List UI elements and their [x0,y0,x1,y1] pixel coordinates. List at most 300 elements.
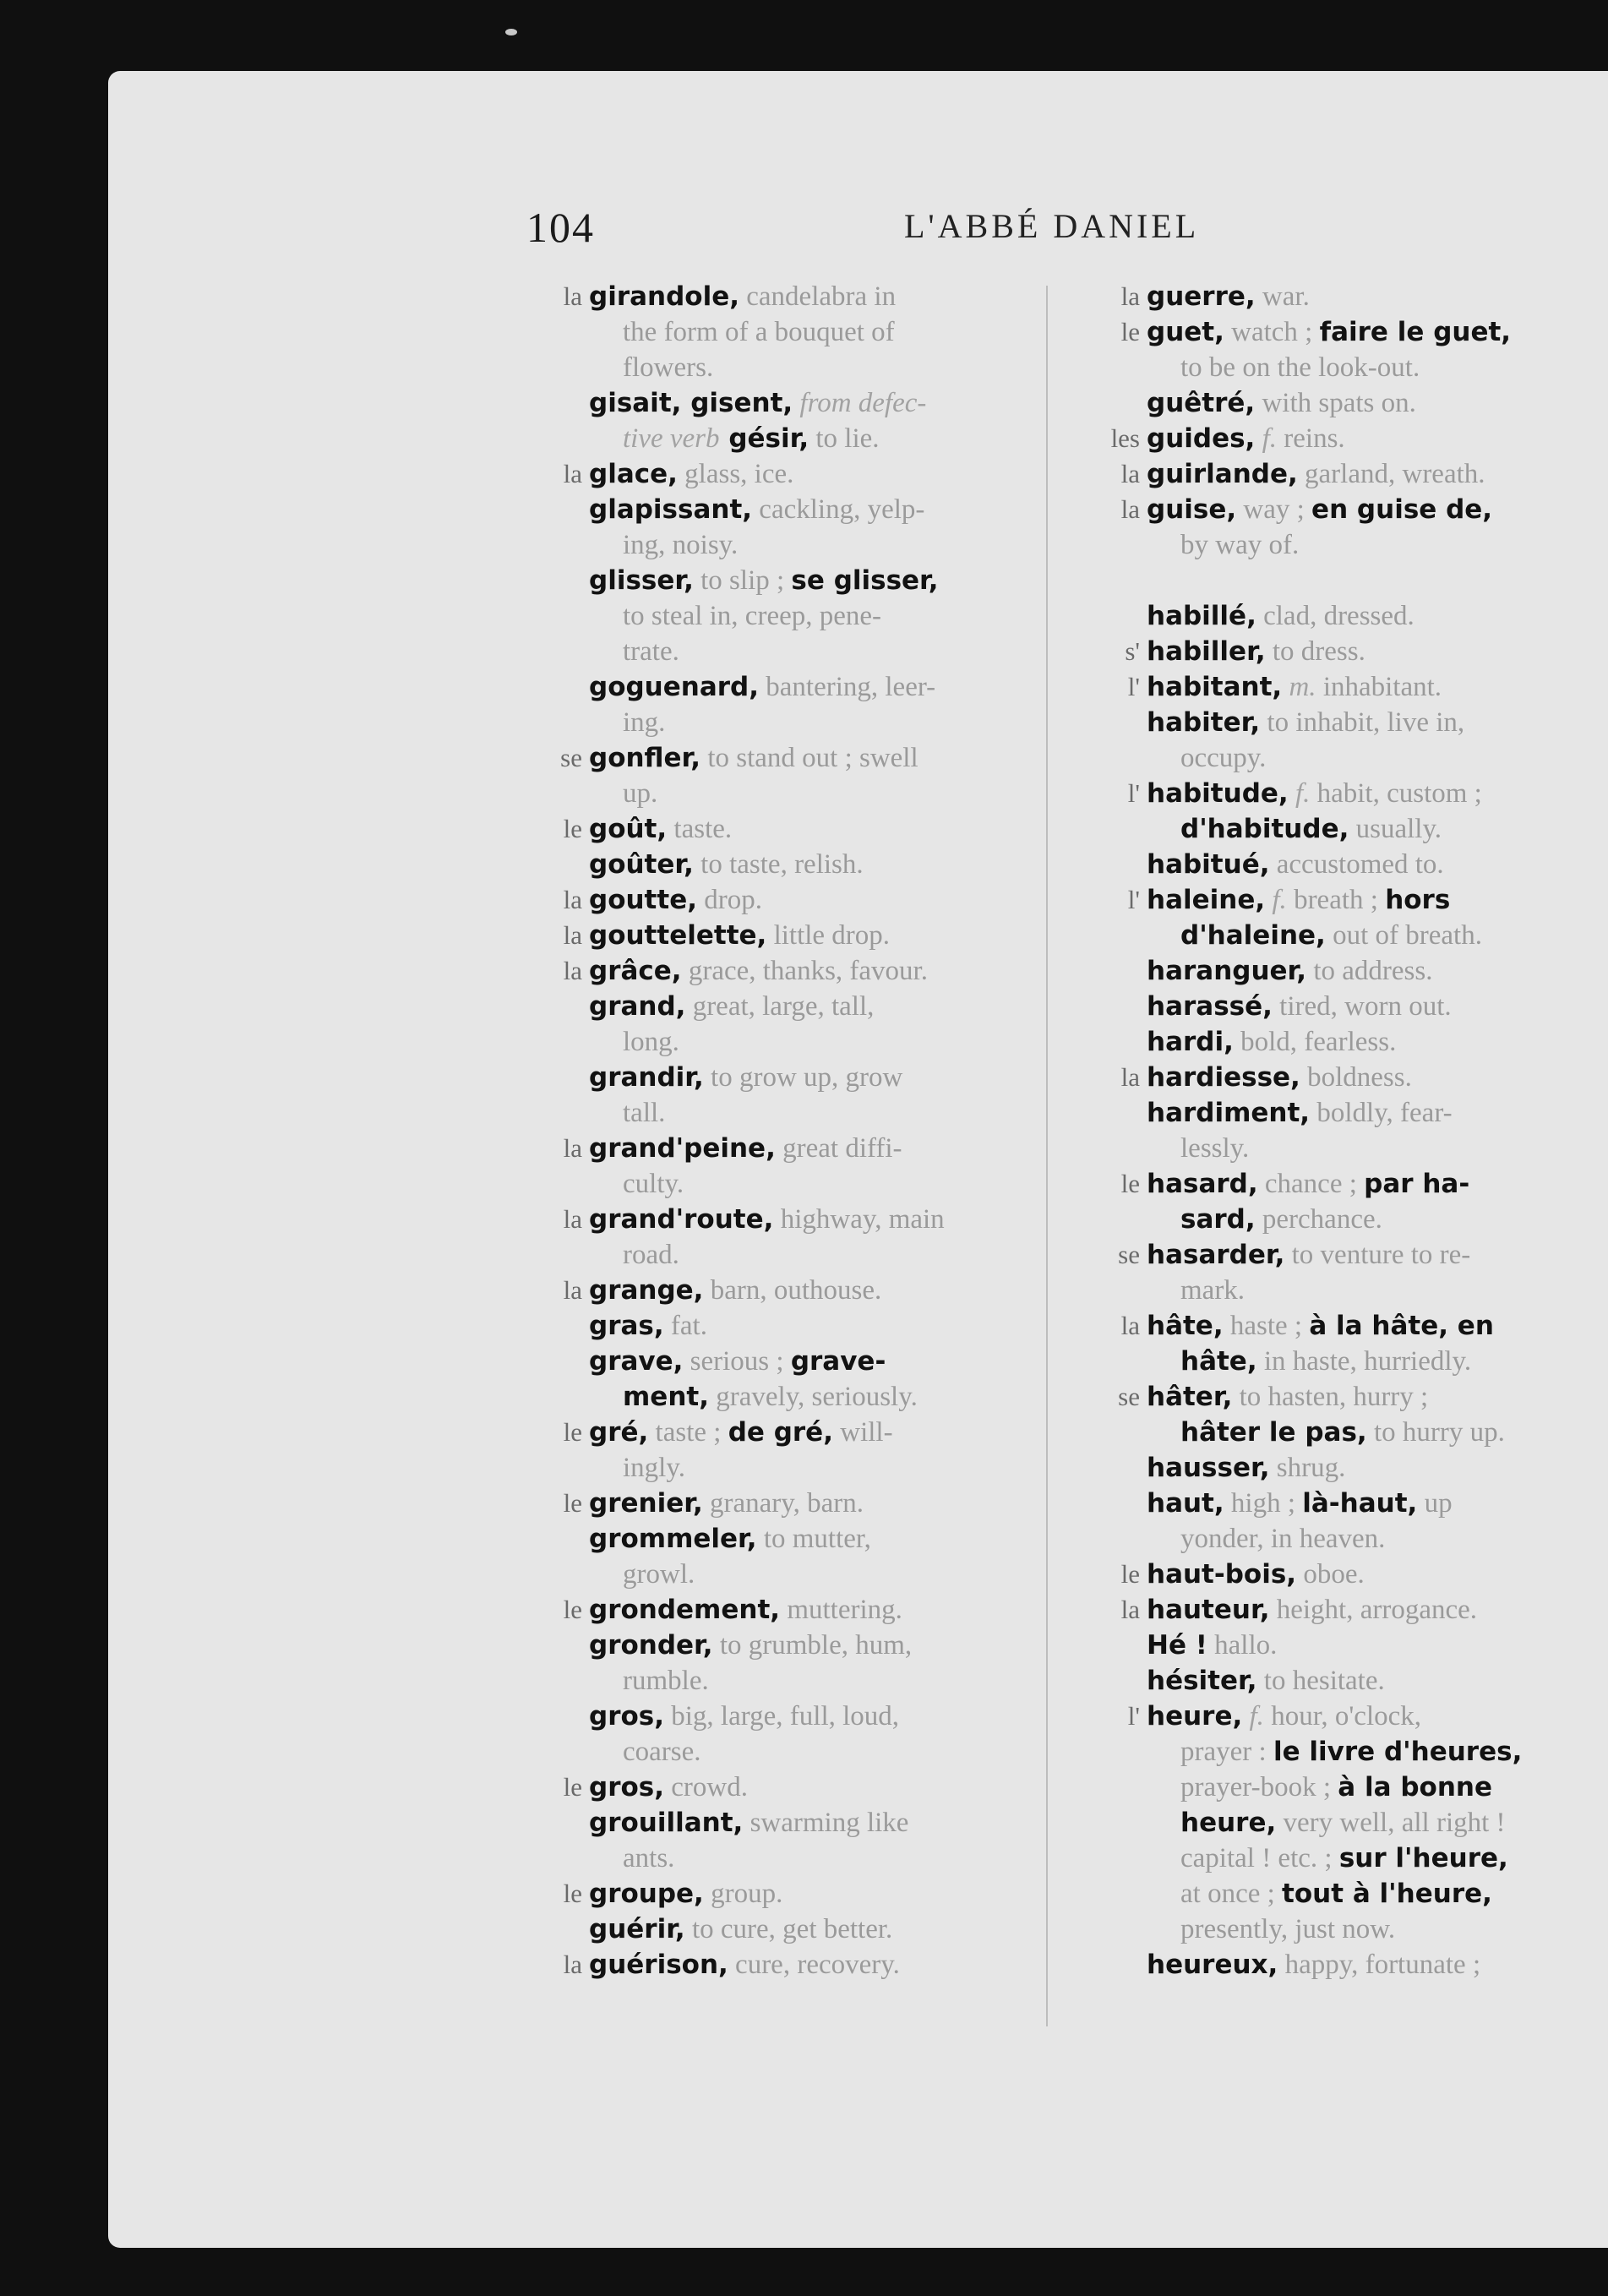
glossary-entry [1098,882,1589,953]
glossary-entry [541,882,1022,918]
glossary-entry [541,1947,1022,1982]
entry-continuation-line [589,527,1022,563]
entry-line [1147,989,1589,1024]
glossary-entry [1098,1308,1589,1379]
headword: gros, [589,1772,665,1802]
definition: granary, barn. [702,1488,864,1519]
article: la [1120,1595,1140,1624]
headword: glapissant, [589,494,753,525]
glossary-entry [541,669,1022,740]
entry-continuation-line [589,776,1022,811]
headword: heure, [1147,1701,1243,1732]
definition: to be on the look-out. [1180,352,1420,383]
glossary-entry [541,847,1022,882]
definition: to slip ; [693,565,792,596]
entry-line [589,385,1022,421]
headword: grave, [589,1346,684,1377]
entry-line [589,1699,1022,1734]
glossary-entry [1098,598,1589,634]
definition: tall. [623,1098,666,1128]
entry-continuation-line [1147,918,1589,953]
definition: taste. [667,814,733,844]
entry-line [589,492,1022,527]
entry-continuation-line [1147,811,1589,847]
glossary-entry [1098,492,1589,563]
definition: perchance. [1255,1204,1382,1235]
headword: Hé ! [1147,1630,1207,1661]
headword: grand'peine, [589,1133,776,1164]
headword: guet, [1147,317,1224,347]
entry-continuation-line [589,1166,1022,1202]
definition: bantering, leer- [759,672,936,702]
headword: gronder, [589,1630,713,1661]
headword: grondement, [589,1595,781,1625]
definition: mark. [1180,1275,1246,1306]
glossary-entry [541,1805,1022,1876]
headword: grand, [589,991,686,1022]
headword: hardiesse, [1147,1062,1300,1093]
definition: very well, all right ! [1276,1808,1506,1838]
entry-line [1147,421,1589,456]
entry-continuation-line [589,1450,1022,1486]
article: la [1120,494,1140,524]
entry-line [1147,1486,1589,1521]
entry-line [1147,279,1589,314]
definition: out of breath. [1325,920,1482,951]
glossary-entry [1098,1095,1589,1166]
headword: habitude, [1147,778,1289,809]
definition: boldness. [1300,1062,1412,1093]
headword: hardiment, [1147,1098,1311,1128]
definition: up [1417,1488,1453,1519]
grammar-note: f. [1242,1701,1264,1732]
article: l' [1127,1701,1140,1731]
headword: hasard, [1147,1169,1258,1199]
glossary-entry [541,1876,1022,1912]
headword: se glisser, [791,565,939,596]
entry-continuation-line [589,1557,1022,1592]
definition: reins. [1277,423,1345,454]
entry-line [589,1805,1022,1841]
definition: big, large, full, loud, [664,1701,900,1732]
definition: occupy. [1180,743,1267,773]
headword: gré, [589,1417,649,1448]
headword: goguenard, [589,672,760,702]
definition: presently, just now. [1180,1914,1396,1944]
headword: hors [1385,885,1451,915]
headword: tout à l'heure, [1282,1879,1492,1909]
definition: long. [623,1027,679,1057]
definition: ing. [623,707,666,738]
definition: tired, worn out. [1272,991,1452,1022]
headword: guerre, [1147,281,1256,312]
glossary-entry [541,811,1022,847]
headword: hâter le pas, [1180,1417,1367,1448]
article: la [1120,459,1140,488]
headword: guêtré, [1147,388,1256,418]
definition: shrug. [1269,1453,1346,1483]
column-divider [1046,286,1048,2026]
glossary-entry [541,385,1022,456]
headword: glace, [589,459,678,489]
entry-continuation-line [1147,1202,1589,1237]
entry-line [589,279,1022,314]
entry-continuation-line [1147,1131,1589,1166]
definition: accustomed to. [1269,849,1444,880]
headword: à la bonne [1338,1772,1492,1802]
entry-continuation-line [1147,1521,1589,1557]
entry-line [1147,705,1589,740]
entry-line [1147,1628,1589,1663]
glossary-entry [541,1131,1022,1202]
glossary-entry [541,1592,1022,1628]
definition: crowd. [664,1772,748,1802]
definition: to stand out ; swell [700,743,918,773]
glossary-entry [1098,669,1589,705]
headword: guirlande, [1147,459,1298,489]
headword: hâte, [1147,1311,1224,1341]
definition: usually. [1349,814,1442,844]
entry-line [1147,1166,1589,1202]
glossary-entry [541,1060,1022,1131]
definition: group. [703,1879,783,1909]
entry-line [589,1273,1022,1308]
definition: in haste, hurriedly. [1256,1346,1472,1377]
glossary-entry [1098,385,1589,421]
headword: grenier, [589,1488,703,1519]
glossary-entry [541,492,1022,563]
headword: grave- [790,1346,886,1377]
glossary-entry [541,1344,1022,1415]
print-speck [505,29,517,35]
article: la [1120,281,1140,311]
glossary-entry [1098,1486,1589,1557]
entry-continuation-line [1147,1805,1589,1841]
headword: gisait, gisent, [589,388,793,418]
entry-line [1147,1060,1589,1095]
headword: d'habitude, [1180,814,1349,844]
entry-continuation-line [1147,740,1589,776]
page-number: 104 [526,204,595,251]
grammar-note: f. [1265,885,1287,915]
entry-line [1147,847,1589,882]
entry-continuation-line [589,1024,1022,1060]
entry-line [589,882,1022,918]
glossary-entry [541,456,1022,492]
headword: d'haleine, [1180,920,1326,951]
headword: à la hâte, en [1309,1311,1494,1341]
entry-line [1147,1947,1589,1982]
entry-continuation-line [589,1734,1022,1770]
entry-line [589,456,1022,492]
definition: to cure, get better. [684,1914,893,1944]
definition: drop. [697,885,762,915]
glossary-entry [1098,1379,1589,1450]
definition: up. [623,778,658,809]
glossary-entry [1098,1450,1589,1486]
definition: great diffi- [775,1133,902,1164]
entry-continuation-line [1147,1841,1589,1876]
definition: ingly. [623,1453,685,1483]
glossary-entry [541,1273,1022,1308]
entry-continuation-line [589,1379,1022,1415]
definition: height, arrogance. [1269,1595,1478,1625]
glossary-entry [541,918,1022,953]
definition: at once ; [1180,1879,1283,1909]
definition: fat. [663,1311,707,1341]
headword: gros, [589,1701,665,1732]
definition: inhabitant. [1316,672,1442,702]
article: se [560,743,582,772]
definition: bold, fearless. [1233,1027,1397,1057]
grammar-note: from defec- [793,388,927,418]
entry-line [589,1521,1022,1557]
glossary-entry [1098,1628,1589,1663]
glossary-entry [541,1486,1022,1521]
definition: muttering. [780,1595,902,1625]
headword: hauteur, [1147,1595,1270,1625]
article: se [1118,1382,1140,1411]
definition: capital ! etc. ; [1180,1843,1339,1873]
headword: habitant, [1147,672,1283,702]
entry-line [589,1592,1022,1628]
headword: haut-bois, [1147,1559,1297,1590]
definition: to hesitate. [1256,1666,1385,1696]
article: l' [1127,885,1140,914]
article: le [1120,1169,1140,1198]
headword: habitué, [1147,849,1270,880]
definition: clad, dressed. [1256,601,1414,631]
glossary-entry [1098,1699,1589,1947]
article: la [563,1133,582,1163]
article: le [563,1417,582,1447]
headword: guérison, [589,1950,728,1980]
definition: great, large, tall, [685,991,875,1022]
definition: highway, main [773,1204,945,1235]
headword: grange, [589,1275,704,1306]
entry-line [589,563,1022,598]
headword: guise, [1147,494,1237,525]
definition: to grow up, grow [703,1062,903,1093]
headword: gésir, [719,423,809,454]
article: l' [1127,672,1140,701]
definition: to inhabit, live in, [1260,707,1465,738]
glossary-entry [541,563,1022,669]
definition: road. [623,1240,679,1270]
glossary-entry [541,1415,1022,1486]
glossary-entry [1098,1166,1589,1237]
definition: hallo. [1207,1630,1278,1661]
grammar-note: f. [1255,423,1278,454]
entry-line [589,918,1022,953]
headword: le livre d'heures, [1273,1737,1523,1767]
entry-continuation-line [589,314,1022,350]
headword: grouillant, [589,1808,744,1838]
entry-line [1147,314,1589,350]
entry-line [589,953,1022,989]
headword: grommeler, [589,1524,757,1554]
glossary-entry [541,1202,1022,1273]
glossary-entry [1098,705,1589,776]
glossary-entry [1098,776,1589,847]
glossary-entry [1098,1557,1589,1592]
entry-line [1147,385,1589,421]
article: le [563,814,582,843]
glossary-entry [1098,421,1589,456]
article: le [1120,317,1140,346]
definition: ing, noisy. [623,530,739,560]
headword: grand'route, [589,1204,774,1235]
entry-line [1147,1557,1589,1592]
headword: goûter, [589,849,694,880]
definition: lessly. [1180,1133,1250,1164]
entry-line [1147,1308,1589,1344]
headword: hardi, [1147,1027,1234,1057]
definition: to dress. [1265,636,1365,667]
article: l' [1127,778,1140,808]
article: la [563,281,582,311]
article: la [563,920,582,950]
definition: candelabra in [739,281,897,312]
definition: cackling, yelp- [752,494,925,525]
entry-line [1147,456,1589,492]
definition: oboe. [1296,1559,1365,1590]
headword: gonfler, [589,743,701,773]
definition: yonder, in heaven. [1180,1524,1386,1554]
entry-line [589,847,1022,882]
entry-continuation-line [589,350,1022,385]
entry-line [589,1947,1022,1982]
entry-line [1147,882,1589,918]
entry-line [1147,1095,1589,1131]
headword: goutte, [589,885,697,915]
grammar-note: m. [1282,672,1316,702]
definition: growl. [623,1559,695,1590]
entry-line [589,811,1022,847]
entry-continuation-line [1147,1344,1589,1379]
glossary-column-left [541,279,1022,1982]
entry-line [589,1060,1022,1095]
headword: gouttelette, [589,920,767,951]
glossary-entry [1098,1024,1589,1060]
definition: culty. [623,1169,684,1199]
glossary-entry [541,279,1022,385]
entry-continuation-line [1147,1912,1589,1947]
article: la [563,956,582,985]
glossary-entry [1098,1592,1589,1628]
entry-line [1147,492,1589,527]
headword: haranguer, [1147,956,1307,986]
headword: guérir, [589,1914,685,1944]
headword: sur l'heure, [1338,1843,1508,1873]
definition: prayer : [1180,1737,1273,1767]
definition: gravely, seriously. [709,1382,918,1412]
headword: haut, [1147,1488,1224,1519]
glossary-entry [541,1912,1022,1947]
headword: hésiter, [1147,1666,1257,1696]
glossary-entry [1098,953,1589,989]
headword: ment, [623,1382,709,1412]
headword: haleine, [1147,885,1266,915]
headword: heure, [1180,1808,1277,1838]
article: s' [1125,636,1140,666]
entry-line [1147,669,1589,705]
headword: hâter, [1147,1382,1233,1412]
article: les [1110,423,1140,453]
entry-continuation-line [1147,1273,1589,1308]
definition: prayer-book ; [1180,1772,1338,1802]
definition: to venture to re- [1284,1240,1471,1270]
glossary-entry [541,1770,1022,1805]
glossary-entry [1098,989,1589,1024]
headword: de gré, [728,1417,833,1448]
entry-line [589,1486,1022,1521]
headword: hâte, [1180,1346,1257,1377]
entry-line [589,1770,1022,1805]
headword: habiller, [1147,636,1266,667]
glossary-entry [1098,314,1589,385]
entry-line [1147,1024,1589,1060]
headword: là-haut, [1302,1488,1418,1519]
headword: par ha- [1364,1169,1470,1199]
definition: to steal in, creep, pene- [623,601,882,631]
glossary-entry [541,1628,1022,1699]
glossary-entry [541,953,1022,989]
headword: goût, [589,814,668,844]
definition: flowers. [623,352,714,383]
definition: cure, recovery. [728,1950,900,1980]
definition: habit, custom ; [1310,778,1482,809]
definition: swarming like [743,1808,909,1838]
entry-line [1147,1379,1589,1415]
entry-continuation-line [589,705,1022,740]
glossary-entry [541,989,1022,1060]
definition: little drop. [766,920,891,951]
definition: taste ; [648,1417,728,1448]
glossary-entry [1098,1947,1589,1982]
definition: to mutter, [756,1524,871,1554]
definition: serious ; [683,1346,791,1377]
glossary-entry [541,740,1022,811]
definition: ants. [623,1843,675,1873]
entry-line [589,1628,1022,1663]
article: la [563,1204,582,1234]
entry-continuation-line [589,1841,1022,1876]
definition: to hurry up. [1366,1417,1505,1448]
definition: with spats on. [1255,388,1416,418]
article: se [1118,1240,1140,1269]
article: le [563,1879,582,1908]
grammar-note: tive verb [623,423,720,454]
entry-continuation-line [589,1663,1022,1699]
headword: faire le guet, [1319,317,1512,347]
glossary-column-right [1098,279,1589,1982]
headword: harassé, [1147,991,1273,1022]
entry-continuation-line [589,1237,1022,1273]
headword: grandir, [589,1062,704,1093]
definition: glass, ice. [677,459,794,489]
definition: breath ; [1286,885,1386,915]
definition: to lie. [809,423,880,454]
entry-continuation-line [1147,1770,1589,1805]
headword: groupe, [589,1879,704,1909]
definition: war. [1255,281,1310,312]
glossary-entry [1098,1060,1589,1095]
glossary-entry [1098,1237,1589,1308]
definition: garland, wreath. [1297,459,1485,489]
headword: heureux, [1147,1950,1278,1980]
definition: to grumble, hum, [712,1630,913,1661]
